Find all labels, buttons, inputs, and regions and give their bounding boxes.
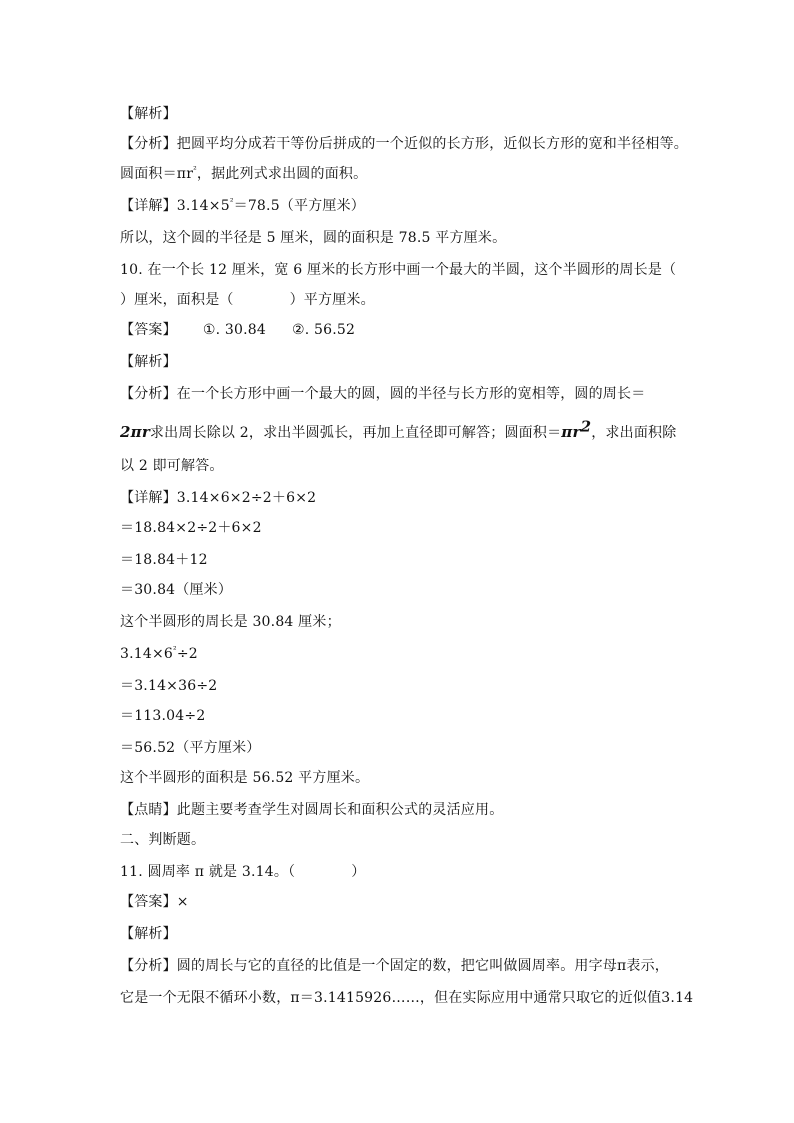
calc-text: ÷2 xyxy=(176,646,198,662)
question-11 xyxy=(120,862,690,882)
analysis-text: 以 2 即可解答。 xyxy=(120,458,224,474)
calc-conclusion: 这个半圆形的周长是 30.84 厘米； xyxy=(120,614,341,630)
section-heading: 二、判断题。 xyxy=(120,832,206,848)
calc-step: ＝18.84×2÷2＋6×2 xyxy=(120,520,262,536)
calc-step: ＝18.84＋12 xyxy=(120,552,208,568)
analysis-text: 求出周长除以 2，求出半圆弧长，再加上直径即可解答；圆面积＝ xyxy=(149,425,562,441)
calc-step: ＝113.04÷2 xyxy=(120,708,206,724)
detail-text: ＝78.5（平方厘米） xyxy=(233,198,365,214)
exponent: ² xyxy=(193,165,197,176)
calc-step xyxy=(120,644,690,664)
analysis-text: ，求出面积除 xyxy=(591,425,677,441)
key-point: 【点睛】此题主要考查学生对圆周长和面积公式的灵活应用。 xyxy=(120,802,504,818)
answer-label: 【答案】 xyxy=(120,322,177,338)
question-text: ）厘米，面积是（ xyxy=(120,292,234,308)
calc-conclusion: 这个半圆形的面积是 56.52 平方厘米。 xyxy=(120,770,370,786)
analysis-text: 【分析】在一个长方形中画一个最大的圆，圆的半径与长方形的宽相等，圆的周长＝ xyxy=(120,386,646,402)
analysis-text: 它是一个无限不循环小数，π＝3.1415926……，但在实际应用中通常只取它的近似值3.14 xyxy=(120,990,694,1006)
analysis-heading: 【解析】 xyxy=(120,106,177,122)
conclusion-text: 所以，这个圆的半径是 5 厘米，圆的面积是 78.5 平方厘米。 xyxy=(120,230,507,246)
calc-text: 3.14×6 xyxy=(120,646,174,662)
detail-text: 【详解】3.14×5 xyxy=(120,198,230,214)
area-formula: πr xyxy=(561,423,581,441)
question-10: 10. 在一个长 12 厘米，宽 6 厘米的长方形中画一个最大的半圆，这个半圆形的周长是（ xyxy=(120,262,677,278)
formula-text: ，据此列式求出圆的面积。 xyxy=(196,166,368,182)
question-text: ） xyxy=(351,864,366,880)
calc-step: ＝56.52（平方厘米） xyxy=(120,740,261,756)
answer-value-1: ①. 30.84 xyxy=(202,322,266,338)
exponent: 2 xyxy=(580,417,592,436)
detail-line xyxy=(120,196,690,216)
answer-line xyxy=(120,320,690,340)
exponent: ² xyxy=(229,197,234,208)
detail-text: 【详解】3.14×6×2÷2＋6×2 xyxy=(120,490,317,506)
calc-step: ＝3.14×36÷2 xyxy=(120,678,218,694)
formula-text: 圆面积＝πr xyxy=(120,166,194,182)
question-10-continued xyxy=(120,290,690,310)
question-text: 11. 圆周率 π 就是 3.14。（ xyxy=(120,864,296,880)
analysis-heading: 【解析】 xyxy=(120,926,177,942)
calc-step: ＝30.84（厘米） xyxy=(120,582,233,598)
formula-line xyxy=(120,164,690,184)
analysis-heading: 【解析】 xyxy=(120,354,177,370)
answer-value-2: ②. 56.52 xyxy=(291,322,356,338)
formula-line xyxy=(120,417,690,443)
analysis-text: 【分析】圆的周长与它的直径的比值是一个固定的数，把它叫做圆周率。用字母π表示， xyxy=(120,958,669,974)
exponent: ² xyxy=(173,645,177,656)
circumference-formula: 2πr xyxy=(120,423,150,441)
answer-line: 【答案】× xyxy=(120,894,189,910)
question-text: ）平方厘米。 xyxy=(289,292,375,308)
analysis-text: 【分析】把圆平均分成若干等份后拼成的一个近似的长方形，近似长方形的宽和半径相等。 xyxy=(120,136,688,152)
